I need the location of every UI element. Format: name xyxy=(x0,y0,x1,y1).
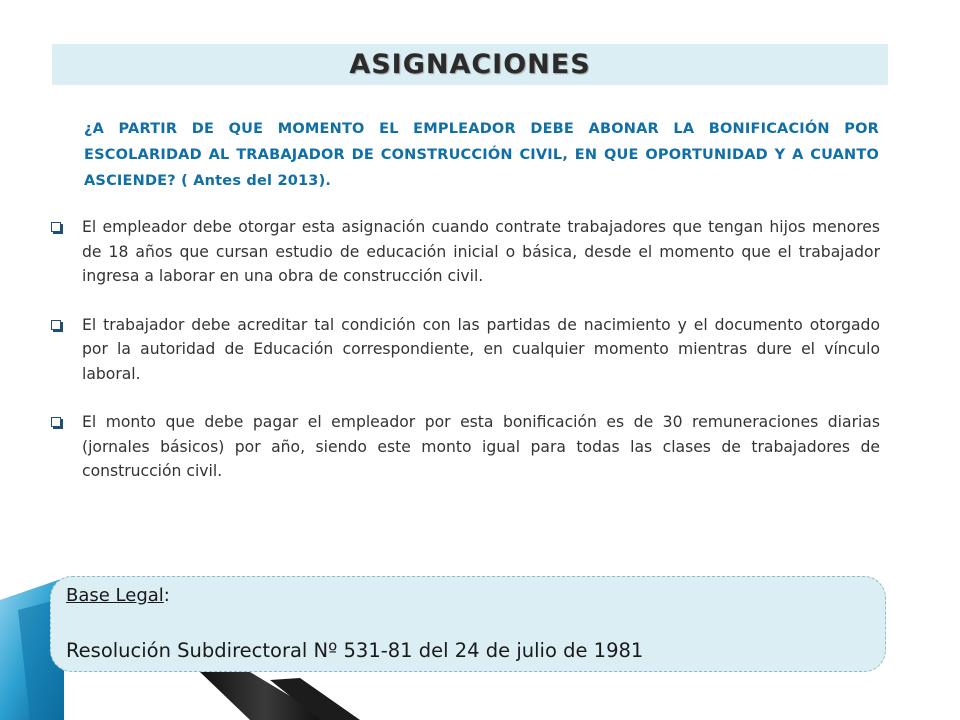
question-heading: ¿A PARTIR DE QUE MOMENTO EL EMPLEADOR DEBE ABONAR LA BONIFICACIÓN POR ESCOLARIDAD AL TRABAJADOR DE CONSTRUCCIÓN CIVIL, EN QUE OPORTUNIDAD Y A CUANTO ASCIENDE? ( Antes del 2013). xyxy=(84,121,879,189)
bullet-list xyxy=(50,215,880,508)
legal-label: Base Legal xyxy=(66,585,164,606)
legal-label-colon: : xyxy=(163,585,170,606)
title-banner xyxy=(52,44,888,85)
bullet-text: El trabajador debe acreditar tal condición con las partidas de nacimiento y el documento otorgado por la autoridad de Educación correspondiente, en cualquier momento mientras dure el vínculo laboral. xyxy=(82,315,880,383)
checkbox-square-icon xyxy=(51,417,61,427)
legal-label-line xyxy=(66,585,170,606)
bullet-item xyxy=(50,313,880,387)
bullet-item xyxy=(50,410,880,484)
slide-title: ASIGNACIONES xyxy=(349,49,591,80)
checkbox-square-icon xyxy=(51,320,61,330)
legal-basis-box xyxy=(50,576,886,672)
legal-reference: Resolución Subdirectoral Nº 531-81 del 24 de julio de 1981 xyxy=(66,639,644,662)
bullet-item xyxy=(50,215,880,289)
bullet-text: El empleador debe otorgar esta asignación cuando contrate trabajadores que tengan hijos menores de 18 años que cursan estudio de educación inicial o básica, desde el momento que el trabajador ingresa a laborar en una obra de construcción civil. xyxy=(82,218,880,285)
checkbox-square-icon xyxy=(51,222,61,232)
bullet-text: El monto que debe pagar el empleador por esta bonificación es de 30 remuneraciones diarias (jornales básicos) por año, siendo este monto igual para todas las clases de trabajadores de construcción civil. xyxy=(82,413,880,480)
